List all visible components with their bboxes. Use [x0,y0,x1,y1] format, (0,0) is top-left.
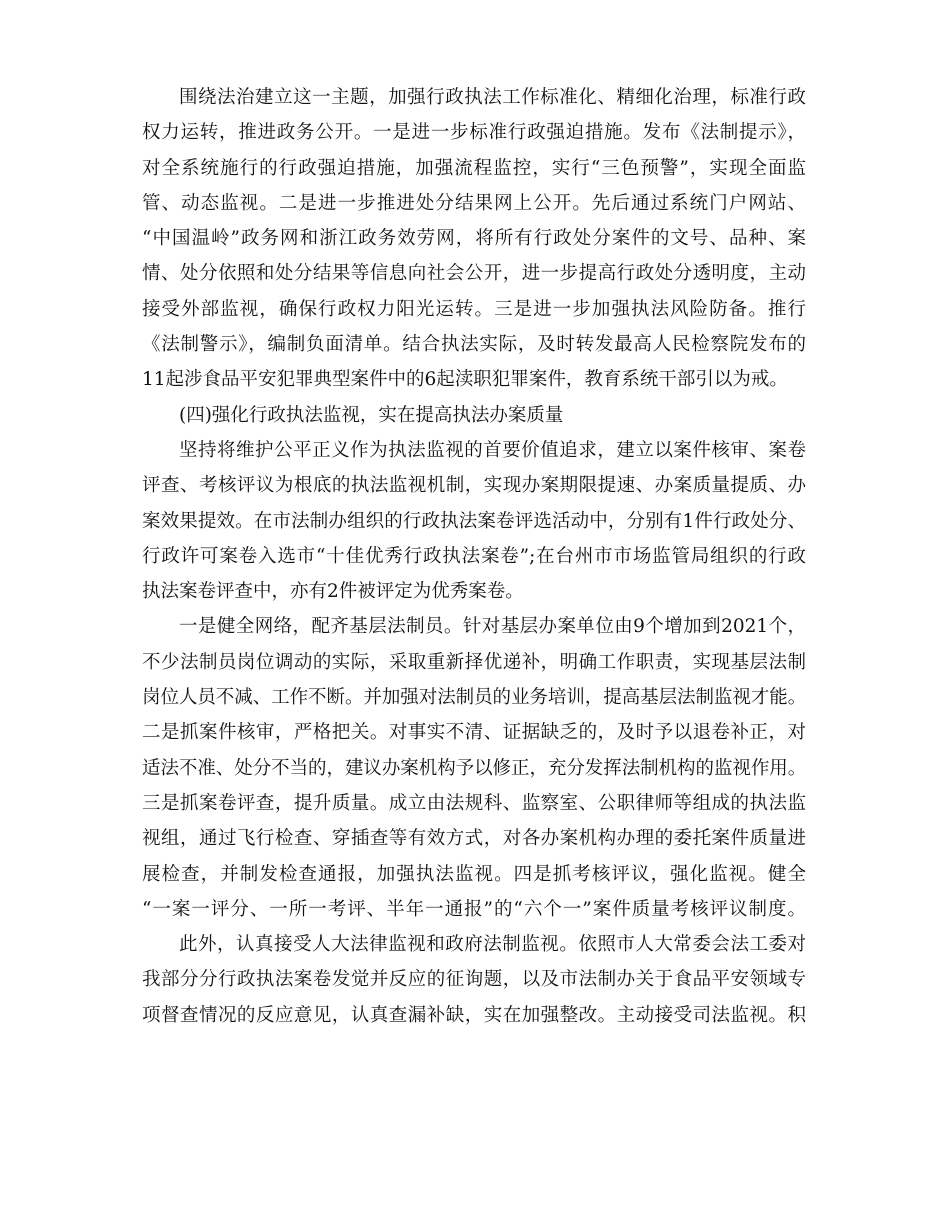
text-line: 11起涉食品平安犯罪典型案件中的6起渎职犯罪案件，教育系统干部引以为戒。 [142,369,788,391]
text-line: 情、处分依照和处分结果等信息向社会公开，进一步提高行政处分透明度，主动 [142,263,806,285]
paragraph-supervision-mechanism [142,433,806,609]
text-line: 视组，通过飞行检查、穿插查等有效方式，对各办案机构办理的委托案件质量进 [142,828,806,850]
text-line: “中国温岭”政务网和浙江政务效劳网，将所有行政处分案件的文号、品种、案 [142,228,806,250]
text-line: 不少法制员岗位调动的实际，采取重新择优递补，明确工作职责，实现基层法制 [142,651,806,673]
paragraph-external-supervision [142,927,806,1033]
section-heading [142,398,806,433]
text-line: 一是健全网络，配齐基层法制员。针对基层办案单位由9个增加到2021个， [179,616,806,638]
paragraph-enforcement-standardization [142,80,806,398]
text-line: 管、动态监视。二是进一步推进处分结果网上公开。先后通过系统门户网站、 [142,192,806,214]
text-line: 适法不准、处分不当的，建议办案机构予以修正，充分发挥法制机构的监视作用。 [142,757,806,779]
paragraph-network-and-review [142,609,806,927]
text-line: 权力运转，推进政务公开。一是进一步标准行政强迫措施。发布《法制提示》， [142,122,806,144]
section-heading-text: (四)强化行政执法监视，实在提高执法办案质量 [179,404,564,426]
text-line: 执法案卷评查中，亦有2件被评定为优秀案卷。 [142,581,524,603]
text-line: 我部分分行政执法案卷发觉并反应的征询题，以及市法制办关于食品平安领域专 [142,969,806,991]
text-line: 接受外部监视，确保行政权力阳光运转。三是进一步加强执法风险防备。推行 [142,298,806,320]
text-line: 三是抓案卷评查，提升质量。成立由法规科、监察室、公职律师等组成的执法监 [142,792,806,814]
text-line: 二是抓案件核审，严格把关。对事实不清、证据缺乏的，及时予以退卷补正，对 [142,722,806,744]
text-line: 此外，认真接受人大法律监视和政府法制监视。依照市人大常委会法工委对 [179,934,806,956]
text-line: 《法制警示》，编制负面清单。结合执法实际，及时转发最高人民检察院发布的 [142,334,806,356]
text-line: 评查、考核评议为根底的执法监视机制，实现办案期限提速、办案质量提质、办 [142,475,806,497]
text-line: 岗位人员不减、工作不断。并加强对法制员的业务培训，提高基层法制监视才能。 [142,687,806,709]
text-line: 项督查情况的反应意见，认真查漏补缺，实在加强整改。主动接受司法监视。积 [142,1004,806,1026]
text-line: 坚持将维护公平正义作为执法监视的首要价值追求，建立以案件核审、案卷 [179,439,806,461]
text-line: 案效果提效。在市法制办组织的行政执法案卷评选活动中，分别有1件行政处分、 [142,510,806,532]
document-body [142,80,806,1033]
text-line: 展检查，并制发检查通报，加强执法监视。四是抓考核评议，强化监视。健全 [142,863,806,885]
text-line: “一案一评分、一所一考评、半年一通报”的“六个一”案件质量考核评议制度。 [142,898,806,920]
text-line: 行政许可案卷入选市“十佳优秀行政执法案卷”;在台州市市场监管局组织的行政 [142,545,806,567]
text-line: 对全系统施行的行政强迫措施，加强流程监控，实行“三色预警”，实现全面监 [142,157,806,179]
text-line: 围绕法治建立这一主题，加强行政执法工作标准化、精细化治理，标准行政 [179,87,806,108]
